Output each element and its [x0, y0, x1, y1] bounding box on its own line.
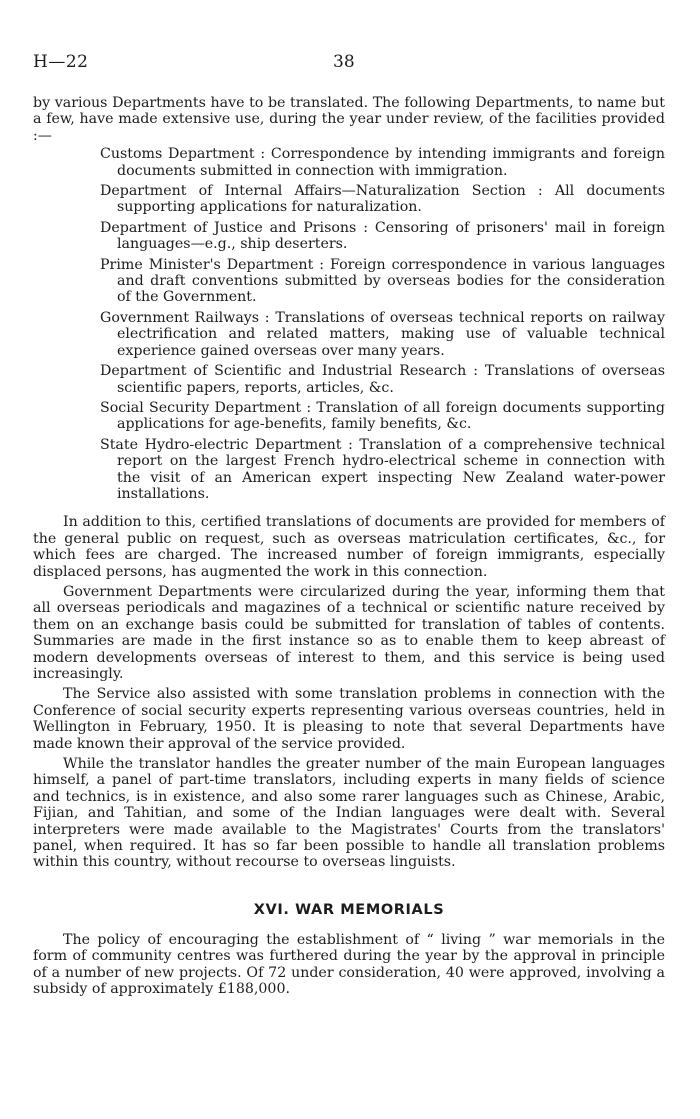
- department-item-justice: Department of Justice and Prisons : Censoring of prisoners' mail in foreign languages—e.g., ship deserters.: [100, 219, 665, 253]
- department-list: [33, 146, 665, 502]
- department-item-prime-minister: Prime Minister's Department : Foreign correspondence in various languages and draft conventions submitted by overseas bodies for the consideration of the Government.: [100, 256, 665, 306]
- department-item-hydro-electric: State Hydro-electric Department : Translation of a comprehensive technical report on the largest French hydro-electrical scheme in connection with the visit of an American expert inspecting New Zealand water-power installations.: [100, 436, 665, 502]
- page-number: 38: [333, 52, 355, 72]
- page-header: [33, 52, 665, 82]
- body-paragraph: In addition to this, certified translations of documents are provided for members of the general public on request, such as overseas matriculation certificates, &c., for which fees are charged. The increased number of foreign immigrants, especially displaced persons, has augmented the work in this connection.: [33, 514, 665, 580]
- department-item-customs: Customs Department : Correspondence by intending immigrants and foreign documents submitted in connection with immigration.: [100, 146, 665, 179]
- intro-paragraph: by various Departments have to be translated. The following Departments, to name but a few, have made extensive use, during the year under review, of the facilities provided :—: [33, 95, 665, 144]
- department-item-social-security: Social Security Department : Translation of all foreign documents supporting applications for age-benefits, family benefits, &c.: [100, 399, 665, 433]
- department-item-railways: Government Railways : Translations of overseas technical reports on railway electrification and related matters, making use of valuable technical experience gained overseas over many years.: [100, 309, 665, 359]
- body-paragraph: The Service also assisted with some translation problems in connection with the Conference of social security experts representing various overseas countries, held in Wellington in February, 1950. It is pleasing to note that several Departments have made known their approval of the service provided.: [33, 686, 665, 752]
- document-reference: H—22: [33, 52, 89, 72]
- document-page: [33, 52, 665, 998]
- department-item-internal-affairs: Department of Internal Affairs—Naturalization Section : All documents supporting applications for naturalization.: [100, 183, 665, 216]
- body-paragraph: While the translator handles the greater number of the main European languages himself, a panel of part-time translators, including experts in many fields of science and technics, is in existence, and also some rarer languages such as Chinese, Arabic, Fijian, and Tahitian, and some of the Indian languages were dealt with. Several interpreters were made available to the Magistrates' Courts from the translators' panel, when required. It has so far been possible to handle all translation problems within this country, without recourse to overseas linguists.: [33, 756, 665, 871]
- body-paragraph: Government Departments were circularized during the year, informing them that all overseas periodicals and magazines of a technical or scientific nature received by them on an exchange basis could be submitted for translation of tables of contents. Summaries are made in the first instance so as to enable them to keep abreast of modern developments overseas of interest to them, and this service is being used increasingly.: [33, 583, 665, 682]
- section-paragraph: The policy of encouraging the establishment of “ living ” war memorials in the form of community centres was furthered during the year by the approval in principle of a number of new projects. Of 72 under consideration, 40 were approved, involving a subsidy of approximately £188,000.: [33, 931, 665, 998]
- section-heading: XVI. WAR MEMORIALS: [253, 901, 445, 918]
- department-item-dsir: Department of Scientific and Industrial Research : Translations of overseas scientific papers, reports, articles, &c.: [100, 363, 665, 396]
